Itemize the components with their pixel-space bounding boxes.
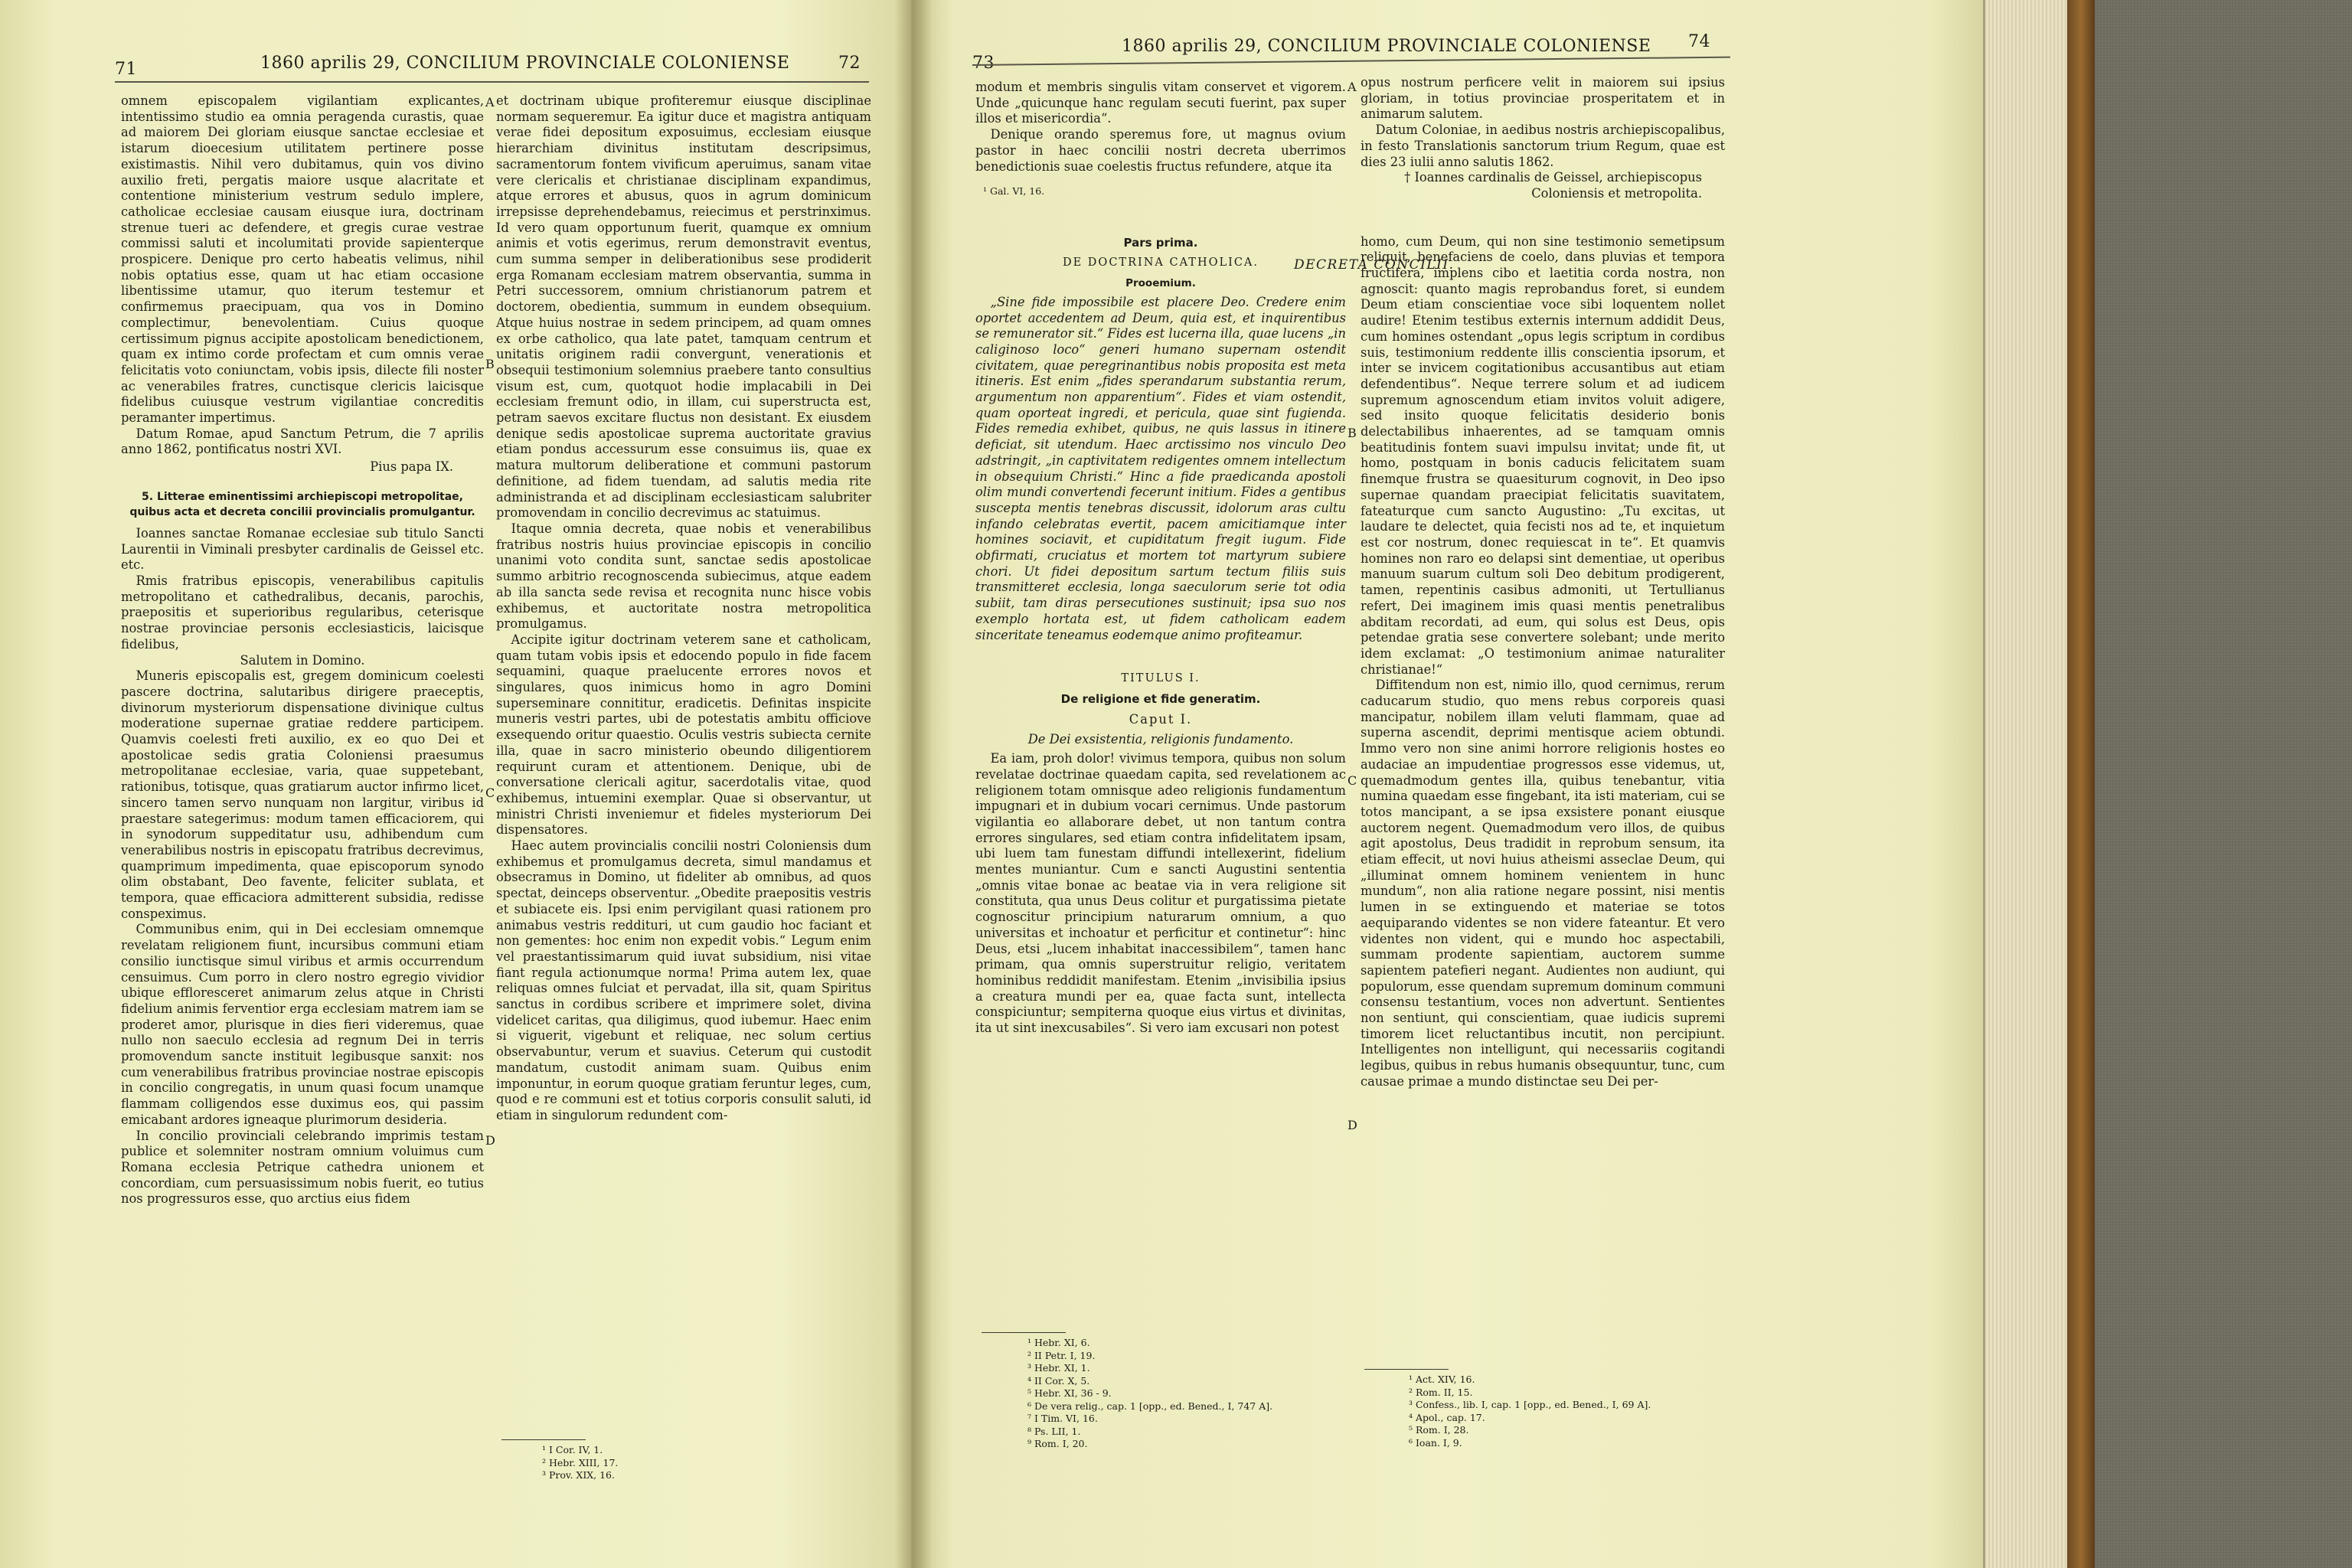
- left-page-column-1: [121, 93, 484, 1207]
- footnote: ¹ I Cor. IV, 1.: [542, 1444, 603, 1455]
- footnote-rule: [1364, 1369, 1449, 1370]
- footnote: ¹ Hebr. XI, 6.: [1027, 1337, 1090, 1348]
- running-header-right: 1860 aprilis 29, CONCILIUM PROVINCIALE COLONIENSE: [1122, 37, 1651, 56]
- paragraph: opus nostrum perficere velit in maiorem sui ipsius gloriam, in totius provinciae prosperitatem et in animarum salutem.: [1361, 75, 1725, 122]
- footnote: ¹ Gal. VI, 16.: [983, 185, 1045, 198]
- footnote: ⁶ Ioan. I, 9.: [1409, 1436, 1462, 1449]
- margin-marker: B: [1348, 426, 1357, 440]
- paragraph: Ioannes sanctae Romanae ecclesiae sub titulo Sancti Laurentii in Viminali presbyter cardinalis de Geissel etc. etc.: [121, 525, 484, 573]
- right-page: [911, 0, 1983, 1568]
- footnote: ³ Prov. XIX, 16.: [542, 1469, 615, 1481]
- paragraph: modum et membris singulis vitam conservet et vigorem. Unde „quicunque hanc regulam secuti fuerint, pax super illos et misericordia“.: [975, 80, 1346, 126]
- margin-marker: D: [485, 1133, 495, 1148]
- paragraph: In concilio provinciali celebrando imprimis testam publice et solemniter nostram omnium voluimus cum Romana ecclesia Petrique cathedra unionem et concordiam, cum persuasissimum nobis fuerit, eo tutius nos progressuros esse, quo arctius eius fidem: [121, 1128, 484, 1207]
- part-subheading: DE DOCTRINA CATHOLICA.: [1062, 256, 1259, 270]
- decreta-label: DECRETA CONCILII.: [1294, 257, 1455, 273]
- paragraph: omnem episcopalem vigilantiam explicantes, intentissimo studio ea omnia peragenda curastis, quae ad maiorem Dei gloriam eiusque sanctae ecclesiae et istarum dioecesium utilitatem pertinere posse existimastis. Nihil vero dubitamus, quin vos divino auxilio freti, pergatis maiore usque alacritate et contentione ministerium vestrum sedulo implere, catholicae ecclesiae causam eiusque iura, doctrinam strenue tueri ac defendere, et gregis curae vestrae commissi saluti et incolumitati provide sapienterque prospicere. Denique pro certo habeatis velimus, nihil nobis optatius esse, quam ut hac etiam occasione libentissime utamur, quo iterum testemur et confirmemus praecipuam, qua vos in Domino complectimur, benevolentiam. Cuius quoque certissimum pignus accipite apostolicam benedictionem, quam ex intimo corde profectam et cum omnis verae felicitatis voto coniunctam, vobis ipsis, dilecte fili noster ac venerabiles fratres, cunctisque clericis laicisque fidelibus cuiusque vestrum vigilantiae concreditis peramanter impertimus.: [121, 93, 484, 426]
- footnote: ³ Hebr. XI, 1.: [1027, 1362, 1090, 1374]
- paragraph: Rmis fratribus episcopis, venerabilibus capitulis metropolitano et cathedralibus, decanis, parochis, praepositis et superioribus regularibus, ceterisque nostrae provinciae personis ecclesiasticis, laicisque fidelibus,: [121, 573, 484, 652]
- footnote: ⁴ II Cor. X, 5.: [1027, 1374, 1090, 1387]
- paragraph: Communibus enim, qui in Dei ecclesiam omnemque revelatam religionem fiunt, incursibus communi etiam consilio iunctisque simul viribus et armis occurrendum censuimus. Cum porro in clero nostro egregio vividior ubique effloresceret animarum zelus atque in Christi fidelium animis ferventior erga ecclesiam matrem iam se proderet amor, plurisque in dies fieri videremus, quae nullo non saeculo ecclesia ad regnum Dei in terris promovendum sancte instituit legibusque sanxit: nos cum venerabilibus fratribus provinciae nostrae episcopis in concilio congregatis, in unum quasi focum unamque flammam colligendos esse duximus eos, qui passim emicabant ardores igneaque plurimorum desideria.: [121, 922, 484, 1127]
- right-page-column-1: [975, 80, 1346, 1037]
- page-number-73: 73: [972, 54, 995, 73]
- paragraph: Datum Romae, apud Sanctum Petrum, die 7 aprilis anno 1862, pontificatus nostri XVI.: [121, 426, 484, 457]
- footnote: ⁸ Ps. LII, 1.: [1027, 1425, 1081, 1437]
- titulus-subheading: De religione et fide generatim.: [1060, 692, 1261, 706]
- footnote: ² Rom. II, 15.: [1409, 1386, 1473, 1398]
- paragraph: Muneris episcopalis est, gregem dominicum coelesti pascere doctrina, salutaribus dirigere praeceptis, divinorum mysteriorum dispensatione divinique cultus moderatione supernae gratiae reddere participem. Quamvis coelesti freti auxilio, ex eo quo Dei et apostolicae sedis gratia Coloniensi praesumus metropolitanae ecclesiae, varia, quae suppetebant, rationibus, totisque, quas gratiarum auctor infirmo licet, sincero tamen servo nunquam non largitur, viribus id praestare sategerimus: modum tamen efficaciorem, qui in synodorum suppeditatur usu, adhibendum cum venerabilibus nostris in episcopatu fratribus decrevimus, quamprimum impedimenta, quae episcoporum synodo olim obstabant, Deo favente, feliciter sublata, et tempora, quae efficaciora admitterent subsidia, redisse conspeximus.: [121, 668, 484, 921]
- footnote: ⁵ Hebr. XI, 36 - 9.: [1027, 1387, 1112, 1399]
- paragraph: homo, cum Deum, qui non sine testimonio semetipsum reliquit, benefaciens de coelo, dans pluvias et tempora fructifera, implens cibo et laetitia corda nostra, non agnoscit: quanto magis reprobandus foret, si eundem Deum etiam conscientiae voce sibi loquentem nollet audire! Etenim testibus externis internum addidit Deus, cum homines ostendant „opus legis scriptum in cordibus suis, testimonium reddente illis conscientia ipsorum, et inter se invicem cogitationibus accusantibus aut etiam defendentibus“. Neque terrere solum et ad iudicem supremum agnoscendum etiam invitos voluit adigere, sed insito quoque felicitatis desiderio bonis delectabilibus inhaerentes, ad se tamquam omnis beatitudinis fontem suavi impulsu invitat; unde fit, ut homo, postquam in bonis caducis felicitatem suam finemque frustra se quaesiturum cognovit, in Deo ipso supernae quandam praecipiat felicitatis suavitatem, fateaturque cum sancto Augustino: „Tu excitas, ut laudare te delectet, quia fecisti nos ad te, et inquietum est cor nostrum, donec requiescat in te“. Et quamvis homines non raro eo delapsi sint dementiae, ut operibus manuum suarum cultum soli Deo debitum prodigerent, tamen, repentinis casibus admoniti, ut Tertullianus refert, Dei imaginem imis quasi mentis penetralibus abditam recordati, ad eum, qui solus est Deus, opis petendae gratia sese convertere solebant; unde merito idem exclamat: „O testimonium animae naturaliter christianae!“: [1361, 234, 1725, 677]
- left-page: [0, 0, 919, 1568]
- footnote-rule: [501, 1439, 586, 1440]
- paragraph: et doctrinam ubique profiteremur eiusque disciplinae normam sequeremur. Ea igitur duce et magistra antiquam verae fidei depositum exposuimus, ecclesiam eiusque hierarchiam divinitus institutam descripsimus, sacramentorum fontem vivificum aperuimus, sanam vitae vere clericalis et christianae disciplinam expandimus, atque errores et abusus, quos in agrum dominicum irrepsisse deprehendebamus, reiecimus et perstrinximus. Id vero quam opportunum fuerit, quamque ex omnium animis et votis egerimus, rerum demonstravit eventus, cum summa semper in deliberationibus sese prodiderit erga Romanam ecclesiam matrem observantia, summa in Petri successorem, omnium christianorum patrem et doctorem, obedientia, summum in eundem obsequium. Atque huius nostrae in sedem principem, ad quam omnes ex orbe catholico, qua late patet, tamquam centrum et unitatis originem radii convergunt, venerationis et obsequii testimonium solemnius praebere tanto consultius visum est, cum, quotquot hodie implacabili in Dei ecclesiam fremunt odio, in illam, cui superstructa est, petram saevos excitare fluctus non desistant. Ex eiusdem denique sedis apostolicae suprema auctoritate gravius etiam pondus accessurum esse consuimus iis, quae ex matura multorum deliberatione et communi pastorum definitione, ad fidem tuendam, ad salutis media rite administranda et ad disciplinam ecclesiasticam salubriter promovendam in concilio decrevimus ac statuimus.: [496, 93, 871, 521]
- footnote: ⁴ Apol., cap. 17.: [1409, 1411, 1485, 1423]
- right-page-column-2: [1361, 75, 1725, 1090]
- paragraph: Haec autem provincialis concilii nostri Coloniensis dum exhibemus et promulgamus decreta, simul mandamus et obsecramus in Domino, ut fideliter ab omnibus, ad quos spectat, deinceps observentur. „Obedite praepositis vestris et subiacete eis. Ipsi enim pervigilant quasi rationem pro animabus vestris reddituri, ut cum gaudio hoc faciant et non gementes: hoc enim non expedit vobis.“ Legum enim vel praestantissimarum quid iuvat subsidium, nisi vitae fiant regula actionumque norma! Prima autem lex, quae reliquas omnes fulciat et pervadat, illa sit, quam Spiritus sanctus in cordibus scribere et imprimere solet, divina videlicet caritas, qua diligimus, quod iubemur. Haec enim si viguerit, vigebunt et reliquae, nec solum certius observabuntur, verum et suavius. Ceterum qui custodit mandatum, custodit animam suam. Quibus enim imponuntur, in eorum quoque gratiam feruntur leges, cum, quod e re communi est et totius corporis consulit saluti, id etiam in singulorum redundent com-: [496, 838, 871, 1122]
- footnotes-right-col1: [1027, 1337, 1272, 1451]
- footnotes-left: [542, 1444, 618, 1482]
- running-header-left: 1860 aprilis 29, CONCILIUM PROVINCIALE COLONIENSE: [260, 54, 790, 73]
- left-page-column-2: [496, 93, 871, 1124]
- paragraph: Denique orando speremus fore, ut magnus ovium pastor in haec concilii nostri decreta uberrimos benedictionis suae coelestis fructus refundere, atque ita: [975, 127, 1346, 174]
- book-spine: [2067, 0, 2095, 1568]
- page-number-74: 74: [1688, 32, 1710, 51]
- paragraph: Ea iam, proh dolor! vivimus tempora, quibus non solum revelatae doctrinae quaedam capita, sed revelationem ac religionem totam omnisque adeo religionis fundamentum impugnari et in dubium vocari cernimus. Unde pastorum vigilantia eo allaborare debet, ut non tantum contra errores singulares, sed etiam contra infidelitatem ipsam, ubi luem tam funestam diffundi intellexerint, fidelium mentes muniantur. Cum e sancti Augustini sententia „omnis vitae bonae ac beatae via in vera religione sit constituta, qua unus Deus colitur et purgatissima pietate cognoscitur principium naturarum omnium, a quo universitas et inchoatur et perficitur et continetur“: hinc Deus, etsi „lucem inhabitat inaccessibilem“, tamen hanc primam, qua omnis superstruitur religio, veritatem hominibus reddidit manifestam. Etenim „invisibilia ipsius a creatura mundi per ea, quae facta sunt, intellecta conspiciuntur; sempiterna quoque eius virtus et divinitas, ita ut sint inexcusabiles“. Si vero iam excusari non potest: [975, 751, 1346, 1036]
- margin-marker: C: [485, 786, 495, 800]
- salutation: Salutem in Domino.: [240, 652, 365, 668]
- caput-subheading: De Dei exsistentia, religionis fundamento.: [1027, 732, 1294, 747]
- margin-marker: B: [485, 357, 495, 371]
- footnote: ² Hebr. XIII, 17.: [542, 1456, 619, 1468]
- part-heading: Pars prima.: [1123, 235, 1198, 250]
- margin-marker: C: [1348, 773, 1357, 788]
- margin-marker: D: [1348, 1118, 1357, 1132]
- page-number-72: 72: [838, 54, 861, 73]
- footnote-rule: [982, 1332, 1066, 1333]
- paragraph: Itaque omnia decreta, quae nobis et venerabilibus fratribus nostris huius provinciae episcopis in concilio unanimi voto condita sunt, sanctae sedis apostolicae summo arbitrio recognoscenda subiecimus, atque eadem ab illa sancta sede revisa et recognita nunc hisce vobis exhibemus, et auctoritate nostra metropolitica promulgamus.: [496, 521, 871, 632]
- footnote: ⁶ De vera relig., cap. 1 [opp., ed. Bened., I, 747 A].: [1027, 1400, 1273, 1412]
- background-surface: [2095, 0, 2352, 1568]
- caput-heading: Caput I.: [1129, 711, 1193, 727]
- footnote: ⁷ I Tim. VI, 16.: [1027, 1413, 1098, 1424]
- footnotes-right-col2: [1409, 1374, 1651, 1449]
- paragraph: Datum Coloniae, in aedibus nostris archiepiscopalibus, in festo Translationis sanctorum trium Regum, quae est dies 23 iulii anno salutis 1862.: [1361, 122, 1725, 169]
- titulus-heading: TITULUS I.: [1121, 672, 1200, 685]
- paragraph: Diffitendum non est, nimio illo, quod cernimus, rerum caducarum studio, quo mens rebus corporeis quasi mancipatur, nobilem illam veluti flammam, quae ad superna ascendit, deprimi mentisque aciem obtundi. Immo vero non sine animi horrore religionis hostes eo audaciae an impudentiae progressos esse videmus, ut, quemadmodum gentes illa, quibus tenebantur, vitia numina quaedam esse fingebant, ita isti materiam, cui se totos mancipant, a se ipsa exsistere ponant eiusque auctorem negent. Quemadmodum vero illos, de quibus agit apostolus, Deus tradidit in reprobum sensum, ita etiam effecit, ut novi huius atheismi asseclae Deum, qui „illuminat omnem hominem venientem in hunc mundum“, non alia ratione negare possint, nisi mentis lumen in se extinguendo et materiae se totos aequiparando videntes se non videre fateantur. Et vero videntes non vident, qui e mundo hoc aspectabili, summam prodente sapientiam, auctorem summe sapientem patefieri negant. Audientes non audiunt, qui populorum, esse quendam supremum dominum communi consensu testantium, voces non advertunt. Sentientes non sentiunt, qui conscientiam, quae iudicis supremi timorem licet reluctantibus incutit, non percipiunt. Intelligentes non intelligunt, qui necessariis cogitandi legibus, quibus in rebus humanis obsequuntur, tunc, cum causae primae a mundo distinctae seu Dei per-: [1361, 678, 1725, 1089]
- page-number-71: 71: [115, 60, 137, 79]
- signature: Pius papa IX.: [370, 459, 453, 475]
- signature: † Ioannes cardinalis de Geissel, archiepiscopus Coloniensis et metropolita.: [1404, 170, 1702, 201]
- footnote: ³ Confess., lib. I, cap. 1 [opp., ed. Bened., I, 69 A].: [1409, 1399, 1651, 1410]
- header-rule: [115, 81, 869, 83]
- margin-marker: A: [1348, 80, 1357, 94]
- footnote: ² II Petr. I, 19.: [1027, 1349, 1096, 1361]
- section-heading: 5. Litterae eminentissimi archiepiscopi metropolitae, quibus acta et decreta concilii provincialis promulgantur.: [129, 490, 475, 518]
- prooemium-heading: Prooemium.: [1125, 277, 1196, 290]
- paragraph: Accipite igitur doctrinam veterem sane et catholicam, quam tutam vobis ipsis et edocendo populo in fide facem sequamini, quaque praelucente errores novos et singulares, quos inimicus homo in agro Domini superseminare connititur, eradicetis. Definitas inspicite muneris vestri partes, ubi de potestatis ambitu officiove exsequendo oritur quaestio. Oculis vestris subiecta cernite illa, quae in sacro ministerio obeundo diligentiorem requirunt curam et attentionem. Denique, ubi de conversatione clericali agitur, sacerdotalis vitae, quod exhibemus, intuemini exemplar. Quae si observantur, ut ministri Christi inveniemur et fideles mysteriorum Dei dispensatores.: [496, 632, 871, 838]
- header-rule: [972, 57, 1730, 66]
- margin-marker: A: [485, 95, 495, 109]
- footnote: ¹ Act. XIV, 16.: [1409, 1374, 1475, 1385]
- paragraph: „Sine fide impossibile est placere Deo. Credere enim oportet accedentem ad Deum, quia est, et inquirentibus se remunerator sit.“ Fides est lucerna illa, quae lucens „in caliginoso loco“ generi humano supernam ostendit civitatem, quae peregrinantibus nobis proposita est meta itineris. Est enim „fides sperandarum substantia rerum, argumentum non apparentium“. Fides et viam ostendit, quam oporteat ingredi, et pericula, quae sint fugienda. Fides remedia exhibet, quibus, ne quis lassus in itinere deficiat, sit utendum. Haec arctissimo nos vinculo Deo adstringit, „in captivitatem redigentes omnem intellectum in obsequium Christi.“ Hinc a fide praedicanda apostoli olim mundi convertendi fecerunt initium. Fides a gentibus suscepta mentis tenebras discussit, idolorum aras cultu infando celebratas evertit, pacem amicitiamque inter homines sociavit, et cupiditatum fregit iugum. Fide obfirmati, cruciatus et mortem tot martyrum subiere chori. Ut fidei depositum sartum tectum filiis suis transmitteret ecclesia, longa saeculorum serie tot odia subiit, tam diras persecutiones sustinuit; ipsa suo nos exemplo hortata est, ut fidem catholicam eadem sinceritate teneamus eodemque animo profiteamur.: [975, 294, 1346, 642]
- footnote: ⁵ Rom. I, 28.: [1409, 1424, 1469, 1436]
- footnote: ⁹ Rom. I, 20.: [1027, 1438, 1088, 1449]
